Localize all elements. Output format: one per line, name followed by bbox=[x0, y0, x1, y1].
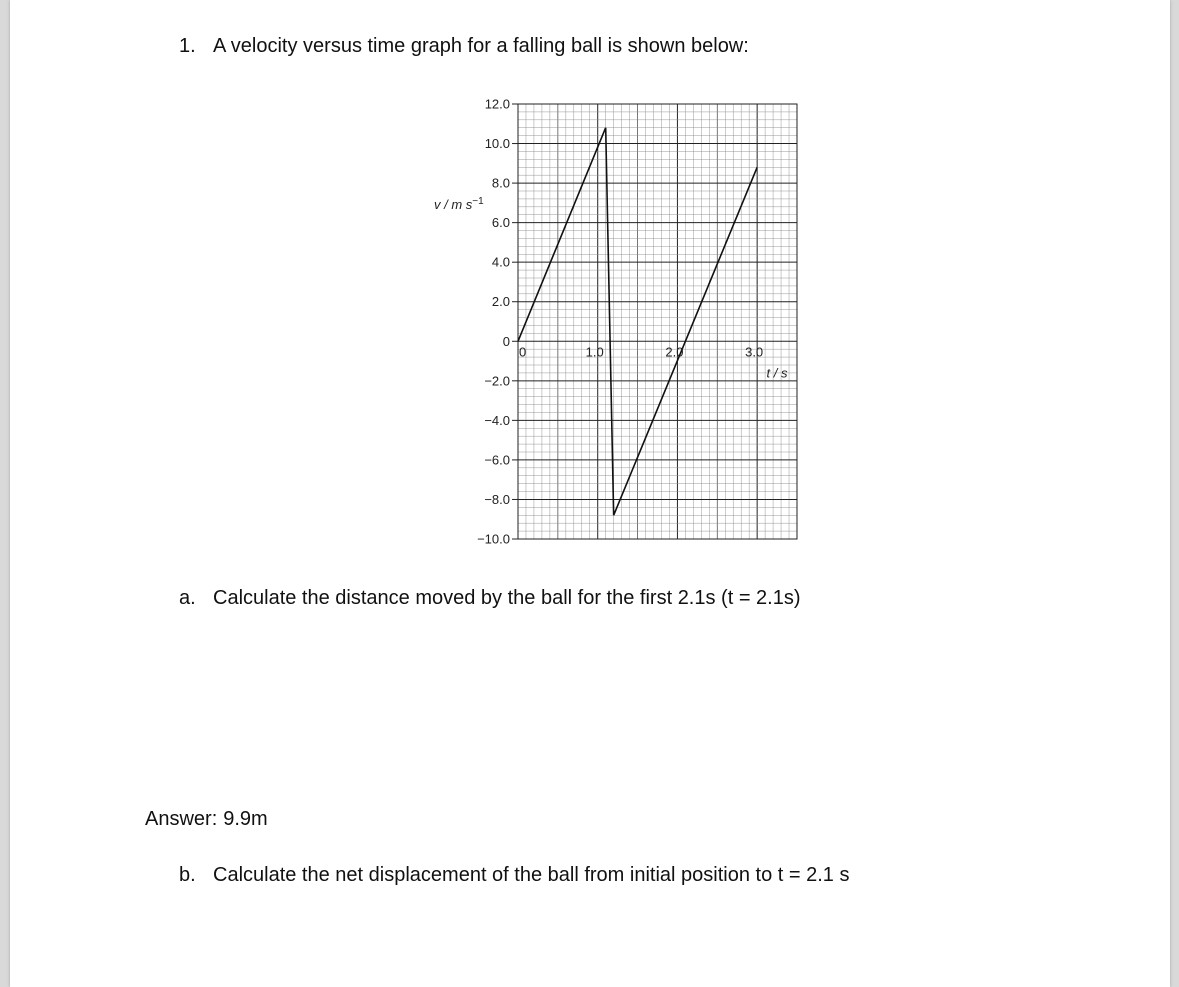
x-tick-label: 3.0 bbox=[745, 344, 764, 360]
part-b-label: b. bbox=[179, 864, 196, 886]
y-tick-label: −10.0 bbox=[477, 531, 510, 547]
y-tick-label: 4.0 bbox=[491, 254, 510, 270]
answer-label: Answer: bbox=[145, 808, 218, 830]
plot-frame bbox=[518, 104, 797, 539]
x-tick-label: 0 bbox=[519, 344, 527, 360]
y-tick-label: −8.0 bbox=[484, 491, 510, 507]
part-a-text: Calculate the distance moved by the ball for the first 2.1s (t = 2.1s) bbox=[213, 587, 801, 609]
y-tick-label: −4.0 bbox=[484, 412, 510, 428]
answer-line bbox=[145, 807, 268, 831]
x-axis-label: t / s bbox=[766, 365, 788, 381]
y-tick-label: 6.0 bbox=[491, 215, 510, 231]
part-a-label: a. bbox=[179, 587, 196, 609]
answer-value: 9.9m bbox=[223, 808, 268, 830]
y-tick-label: −6.0 bbox=[484, 452, 510, 468]
y-axis-label: v / m $s^{-1}$ bbox=[434, 196, 484, 212]
y-tick-label: 8.0 bbox=[491, 175, 510, 191]
x-tick-label: 1.0 bbox=[585, 344, 604, 360]
y-tick-label: −2.0 bbox=[484, 373, 510, 389]
y-tick-label: 0 bbox=[502, 333, 510, 349]
velocity-time-graph bbox=[10, 0, 1170, 987]
worksheet-page bbox=[10, 0, 1170, 987]
x-tick-label: 2.0 bbox=[665, 344, 684, 360]
y-tick-label: 2.0 bbox=[491, 294, 510, 310]
part-b-text: Calculate the net displacement of the ball from initial position to t = 2.1 s bbox=[213, 864, 850, 886]
y-tick-label: 10.0 bbox=[484, 136, 510, 152]
y-tick-label: 12.0 bbox=[484, 96, 510, 112]
question-text: A velocity versus time graph for a falling ball is shown below: bbox=[213, 35, 749, 57]
question-number: 1. bbox=[179, 35, 196, 57]
